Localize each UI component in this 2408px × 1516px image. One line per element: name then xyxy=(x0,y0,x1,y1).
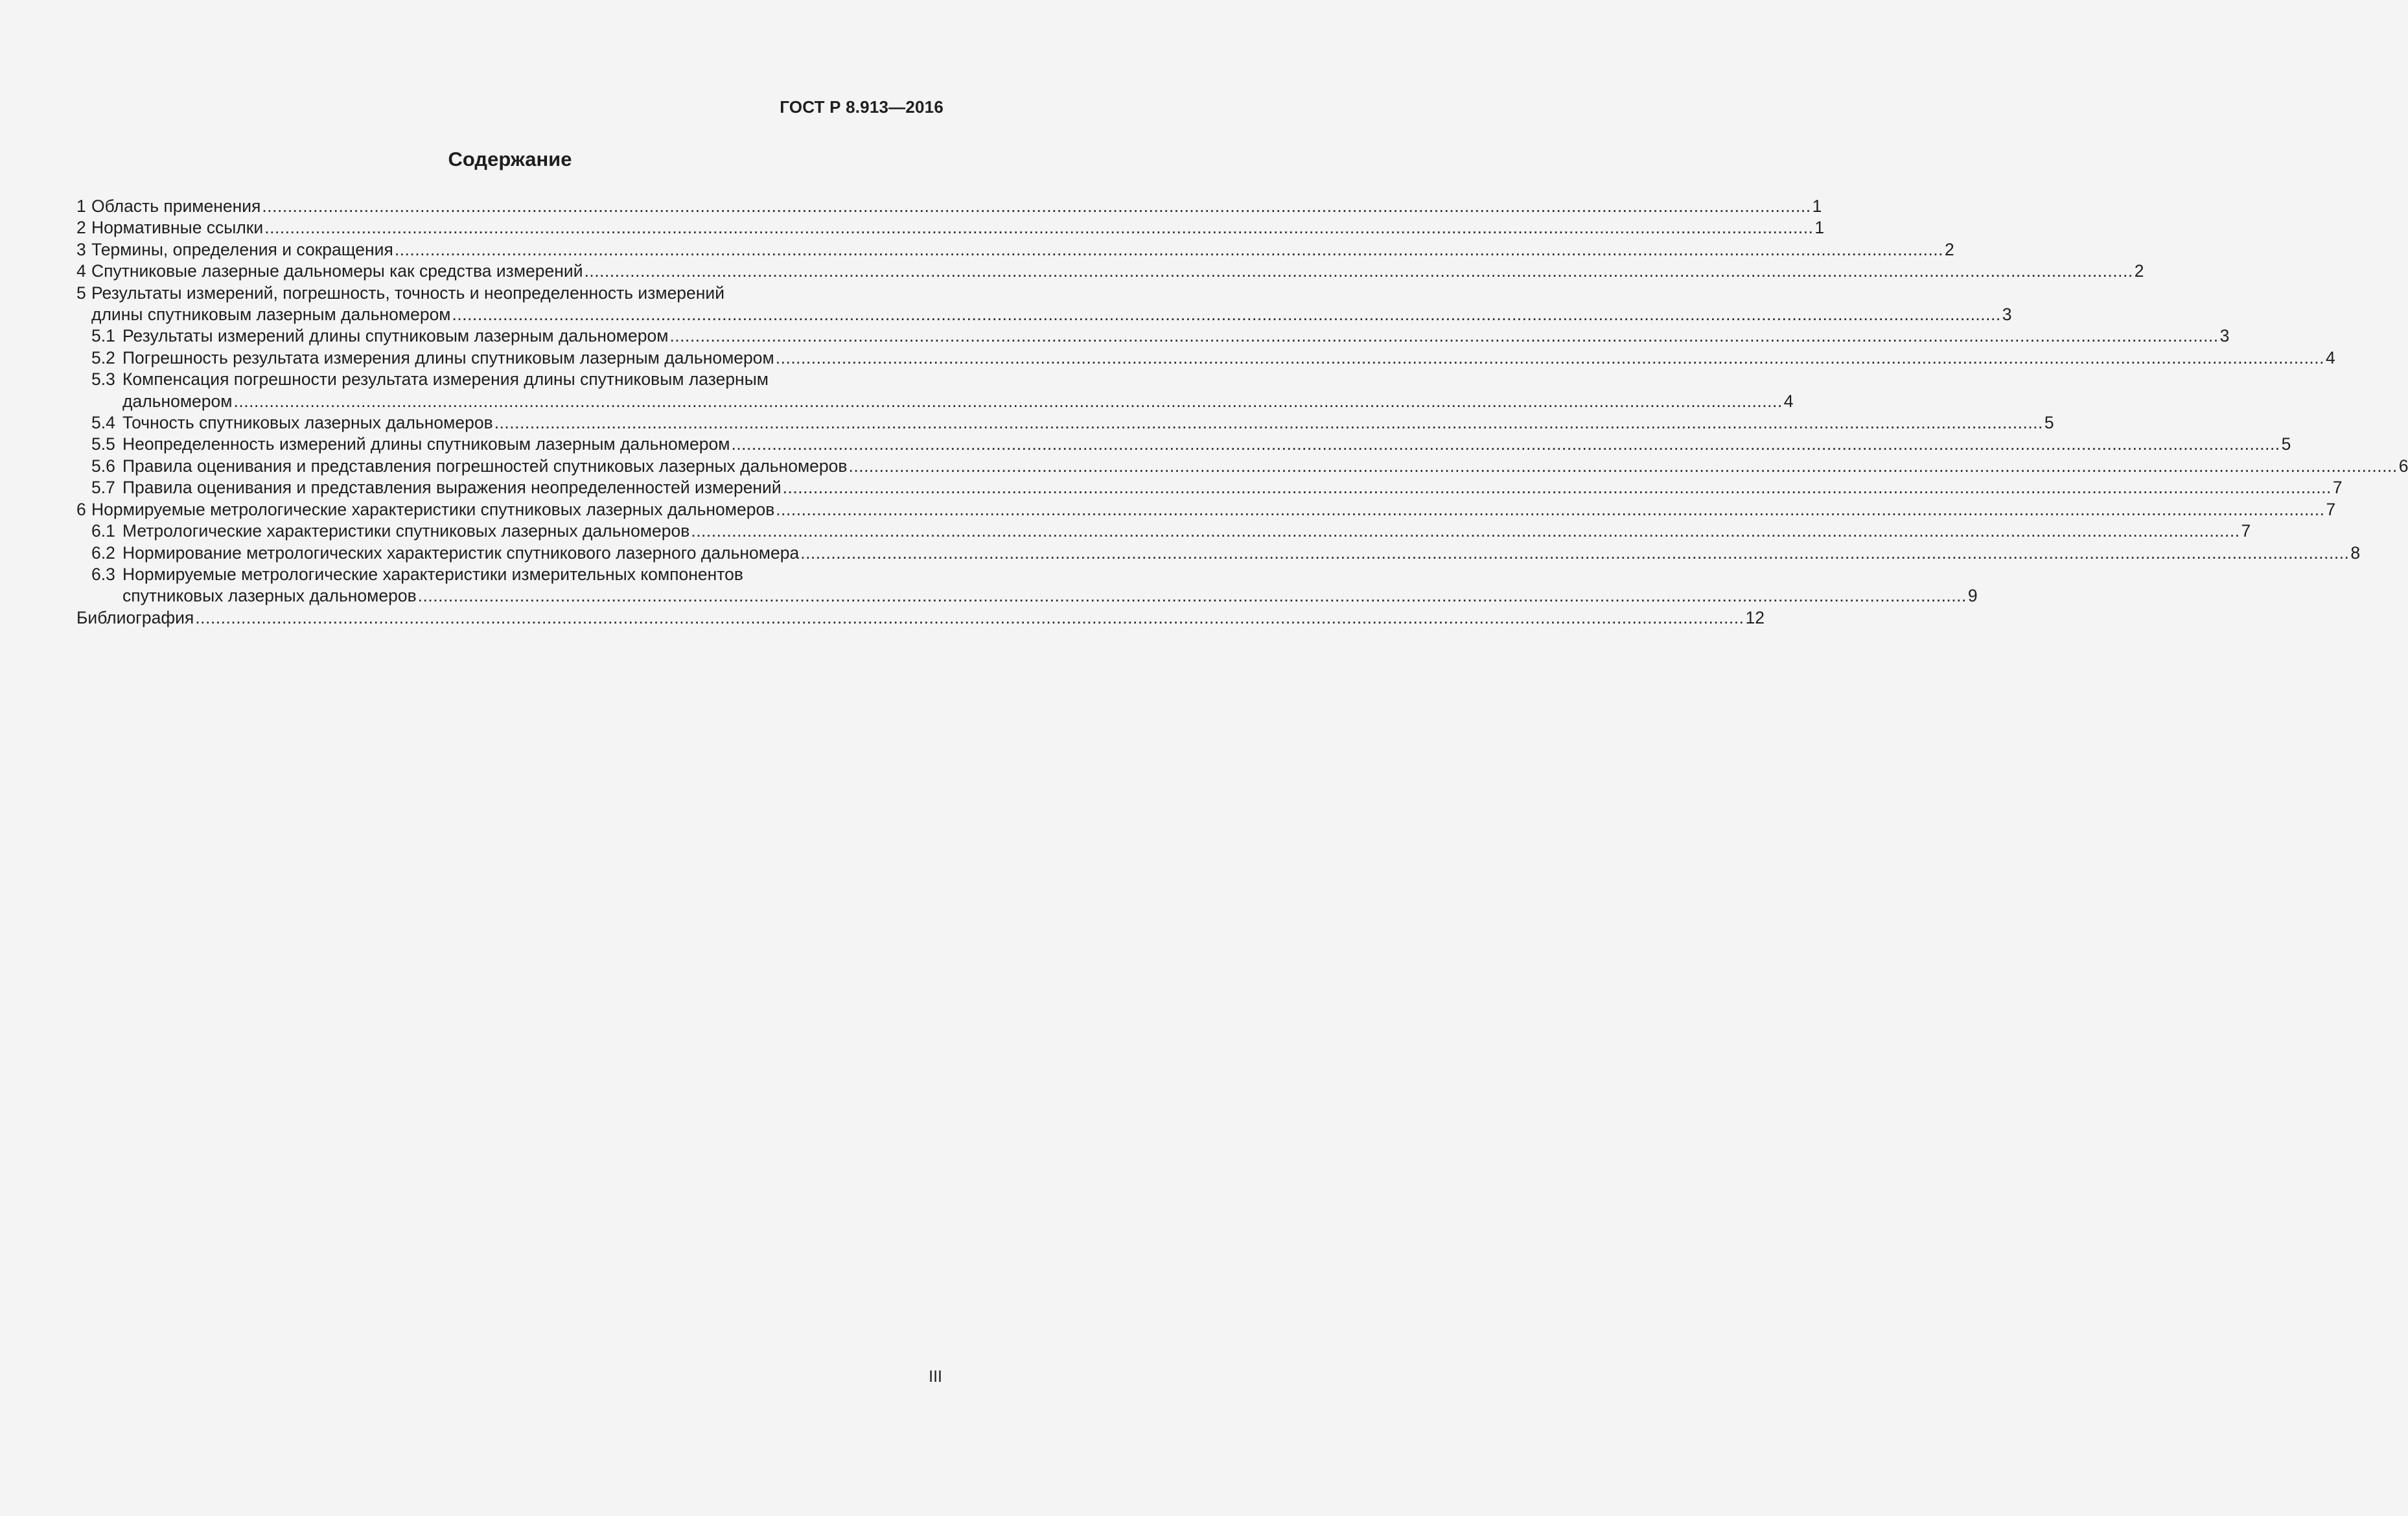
toc-entry-page: 9 xyxy=(1967,586,1978,606)
toc-entry-title: Погрешность результата измерения длины спутниковым лазерным дальномером xyxy=(122,347,774,367)
toc-leader-dots xyxy=(800,542,2349,564)
toc-leader-dots xyxy=(262,196,1811,217)
toc-leader-dots xyxy=(264,217,1813,239)
toc-entry-number: 5.7 xyxy=(91,478,115,498)
toc-leader-dots xyxy=(776,347,2324,369)
toc-leader-dots xyxy=(452,304,2001,325)
toc-entry[interactable] xyxy=(76,196,1822,217)
toc-entry-number: 6.1 xyxy=(91,521,115,541)
toc-entry-page: 2 xyxy=(2134,261,2144,281)
toc-entry-page: 1 xyxy=(1812,196,1822,216)
toc-leader-dots xyxy=(585,261,2133,282)
toc-leader-dots xyxy=(669,325,2218,347)
toc-entry[interactable] xyxy=(76,499,2336,520)
toc-leader-dots xyxy=(731,434,2280,455)
toc-leader-dots xyxy=(494,412,2043,434)
toc-leader-dots xyxy=(234,391,1783,412)
toc-entry-number: 4 xyxy=(76,261,86,281)
toc-entry-number: 5.6 xyxy=(91,456,115,476)
toc-entry-continuation[interactable] xyxy=(76,585,1978,607)
toc-subentry[interactable] xyxy=(76,520,2251,542)
table-of-contents xyxy=(76,196,2408,629)
toc-entry-number: 1 xyxy=(76,196,86,216)
toc-leader-dots xyxy=(776,499,2324,520)
document-code: ГОСТ Р 8.913—2016 xyxy=(780,97,944,117)
toc-leader-dots xyxy=(783,477,2332,498)
toc-entry-title: Метрологические характеристики спутниковых лазерных дальномеров xyxy=(122,521,690,541)
toc-entry-page: 6 xyxy=(2398,456,2408,476)
toc-entry-page: 8 xyxy=(2350,542,2361,563)
toc-entry[interactable] xyxy=(76,217,1825,239)
toc-entry-title: Правила оценивания и представления погрешностей спутниковых лазерных дальномеров xyxy=(122,456,848,476)
toc-subentry[interactable] xyxy=(76,564,944,585)
toc-entry-page: 4 xyxy=(2325,347,2335,367)
toc-entry-title: Нормируемые метрологические характеристики спутниковых лазерных дальномеров xyxy=(91,499,775,519)
toc-entry-page: 1 xyxy=(1814,218,1825,238)
toc-subentry[interactable] xyxy=(76,412,2054,434)
toc-entry-page: 3 xyxy=(2219,326,2230,346)
toc-entry-page: 7 xyxy=(2332,478,2343,498)
toc-entry-page: 12 xyxy=(1745,607,1765,627)
toc-entry-number: 6.3 xyxy=(91,564,115,584)
toc-entry-page: 7 xyxy=(2241,521,2251,541)
toc-entry-number: 5.2 xyxy=(91,347,115,367)
toc-entry-page: 4 xyxy=(1783,391,1794,411)
toc-entry-title: Результаты измерений длины спутниковым лазерным дальномером xyxy=(122,326,669,346)
toc-entry-title: Правила оценивания и представления выражения неопределенностей измерений xyxy=(122,478,781,498)
toc-entry-title: Нормирование метрологических характеристик спутникового лазерного дальномера xyxy=(122,542,800,563)
toc-entry-title-continued: дальномером xyxy=(122,391,233,411)
toc-entry[interactable] xyxy=(76,283,944,304)
toc-entry-page: 7 xyxy=(2326,499,2336,519)
toc-leader-dots xyxy=(848,456,2397,477)
toc-entry-title: Компенсация погрешности результата измерения длины спутниковым лазерным xyxy=(122,369,769,390)
toc-entry-page: 3 xyxy=(2002,305,2012,325)
toc-entry-title: Библиография xyxy=(76,607,194,627)
toc-entry-number: 3 xyxy=(76,239,86,259)
toc-entry-continuation[interactable] xyxy=(76,304,2012,325)
toc-entry-page: 5 xyxy=(2044,413,2054,433)
toc-entry-bibliography[interactable] xyxy=(76,607,1765,629)
toc-entry-title-continued: спутниковых лазерных дальномеров xyxy=(122,586,417,606)
toc-entry-title: Нормативные ссылки xyxy=(91,218,264,238)
toc-entry-number: 5 xyxy=(76,283,86,303)
toc-entry-page: 2 xyxy=(1945,239,1954,259)
toc-leader-dots xyxy=(418,585,1967,607)
toc-leader-dots xyxy=(691,520,2240,542)
toc-entry-number: 6 xyxy=(76,499,86,519)
toc-subentry[interactable] xyxy=(76,347,2335,369)
toc-entry-number: 5.5 xyxy=(91,434,115,454)
toc-entry-title: Результаты измерений, погрешность, точность и неопределенность измерений xyxy=(91,283,725,303)
toc-subentry[interactable] xyxy=(76,542,2361,564)
toc-leader-dots xyxy=(395,239,1943,261)
toc-entry-number: 2 xyxy=(76,218,86,238)
toc-title: Содержание xyxy=(448,148,572,170)
toc-subentry[interactable] xyxy=(76,434,2291,455)
toc-entry-title: Неопределенность измерений длины спутниковым лазерным дальномером xyxy=(122,434,730,454)
toc-entry-title: Спутниковые лазерные дальномеры как средства измерений xyxy=(91,261,583,281)
toc-entry-number: 5.1 xyxy=(91,326,115,346)
toc-entry-title-continued: длины спутниковым лазерным дальномером xyxy=(91,305,451,325)
toc-subentry[interactable] xyxy=(76,477,2343,498)
toc-entry-title: Точность спутниковых лазерных дальномеров xyxy=(122,413,493,433)
toc-entry-number: 5.4 xyxy=(91,413,115,433)
toc-entry-title: Область применения xyxy=(91,196,261,216)
toc-entry-page: 5 xyxy=(2281,434,2291,454)
toc-entry[interactable] xyxy=(76,261,2144,282)
toc-subentry[interactable] xyxy=(76,456,2408,477)
toc-subentry[interactable] xyxy=(76,325,2230,347)
toc-leader-dots xyxy=(195,607,1744,629)
toc-entry-number: 6.2 xyxy=(91,542,115,563)
toc-entry-continuation[interactable] xyxy=(76,391,1794,412)
toc-entry[interactable] xyxy=(76,239,1954,261)
page-number: III xyxy=(929,1368,942,1386)
toc-entry-number: 5.3 xyxy=(91,369,115,390)
toc-entry-title: Термины, определения и сокращения xyxy=(91,239,393,259)
toc-subentry[interactable] xyxy=(76,369,944,390)
toc-entry-title: Нормируемые метрологические характеристики измерительных компонентов xyxy=(122,564,743,584)
